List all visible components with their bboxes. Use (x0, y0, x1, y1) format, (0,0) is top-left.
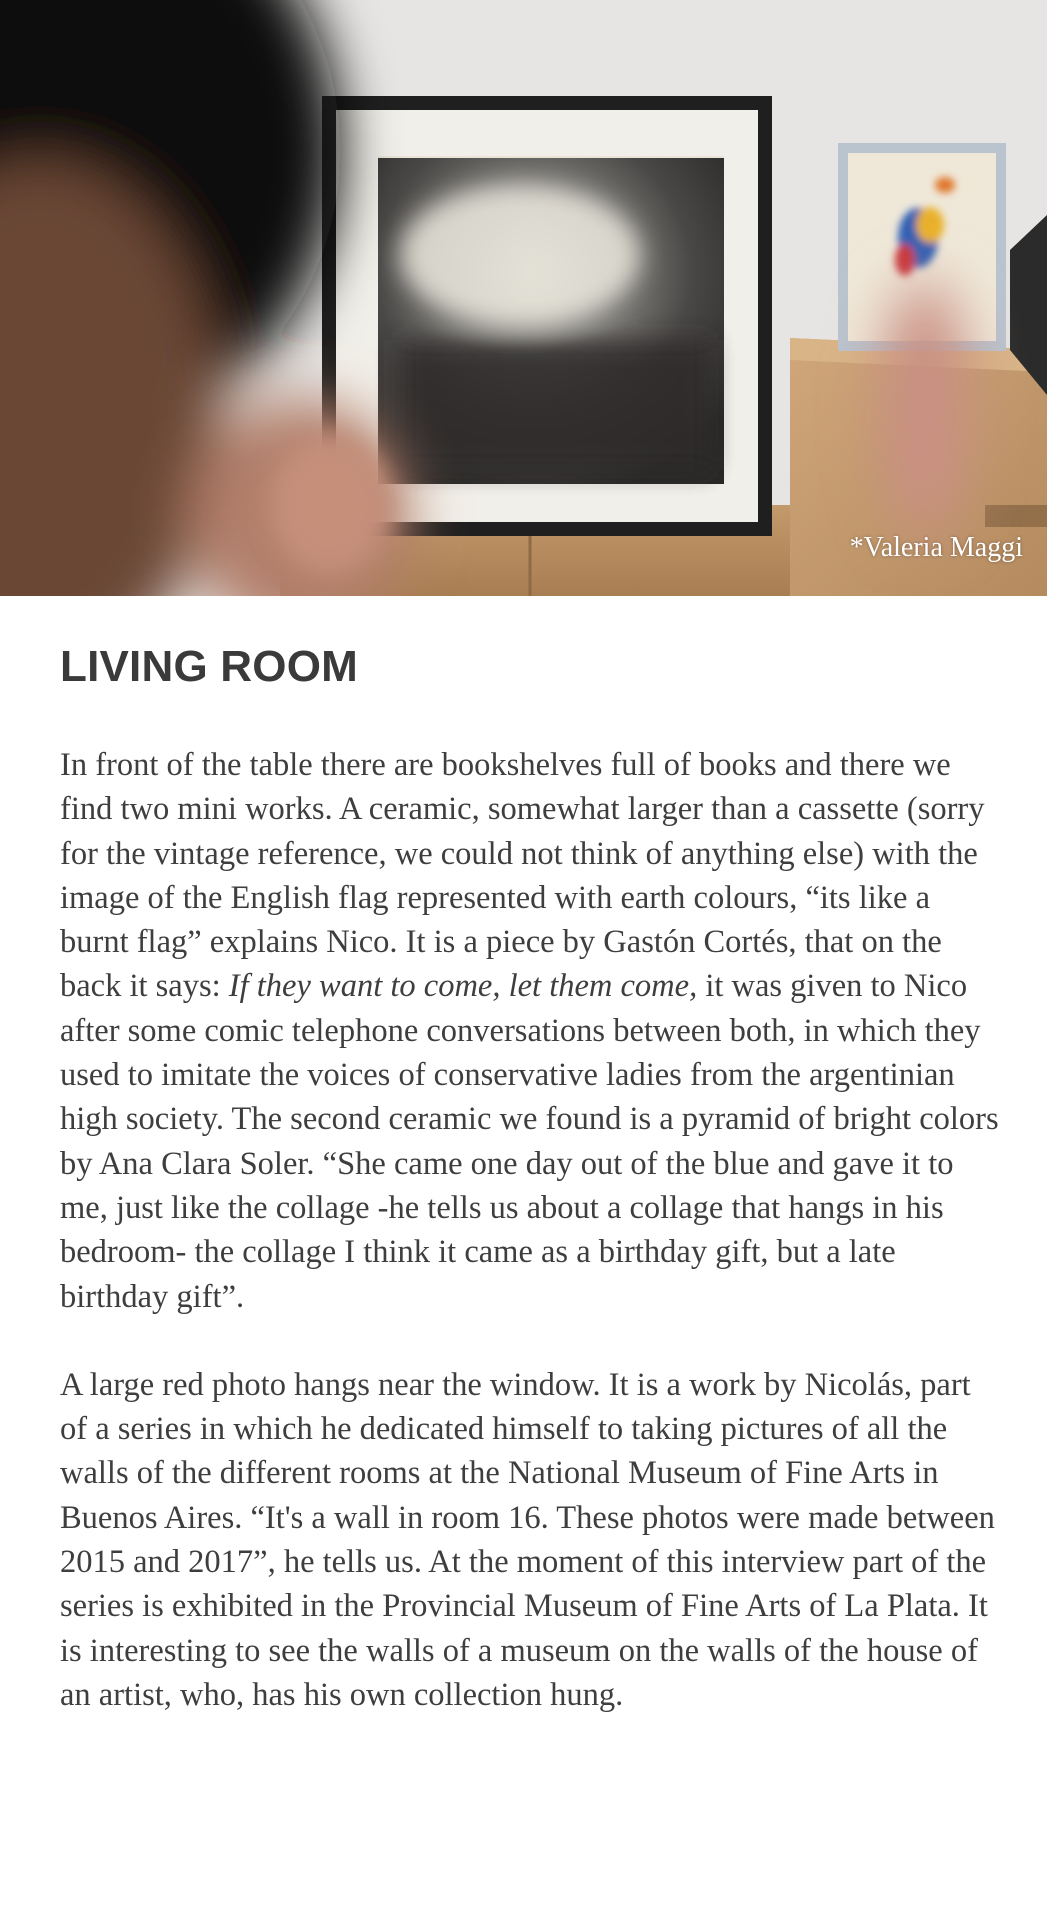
photo-illustration (0, 0, 1047, 596)
paragraph-1-quote: If they want to come, let them come, (228, 968, 698, 1005)
paragraph-1 (60, 743, 1000, 1319)
header-photo (0, 0, 1047, 596)
paragraph-1-text-a: In front of the table there are bookshelves full of books and there we find two mini works. A ceramic, somewhat larger than a cassette (sorry for the vintage reference, we could not think of anything else) with the image of the English flag represented with earth colours, “its like a burnt flag” explains Nico. It is a piece by Gastón Cortés, that on the back it says: (60, 747, 985, 1005)
paragraph-2: A large red photo hangs near the window. It is a work by Nicolás, part of a series in which he dedicated himself to taking pictures of all the walls of the different rooms at the National Museum of Fine Arts in Buenos Aires. “It's a wall in room 16. These photos were made between 2015 and 2017”, he tells us. At the moment of this interview part of the series is exhibited in the Provincial Museum of Fine Arts of La Plata. It is interesting to see the walls of a museum on the walls of the house of an artist, who, has his own collection hung. (60, 1366, 995, 1713)
photo-credit: *Valeria Maggi (849, 532, 1023, 563)
article-body (60, 640, 1000, 1717)
paragraph-1-text-b: it was given to Nico after some comic telephone conversations between both, in which they used to imitate the voices of conservative ladies from the argentinian high society. The second ceramic we found is a pyramid of bright colors by Ana Clara Soler. “She came one day out of the blue and gave it to me, just like the collage -he tells us about a collage that hangs in his bedroom- the collage I think it came as a birthday gift, but a late birthday gift”. (60, 968, 999, 1315)
section-title: LIVING ROOM (60, 642, 358, 691)
